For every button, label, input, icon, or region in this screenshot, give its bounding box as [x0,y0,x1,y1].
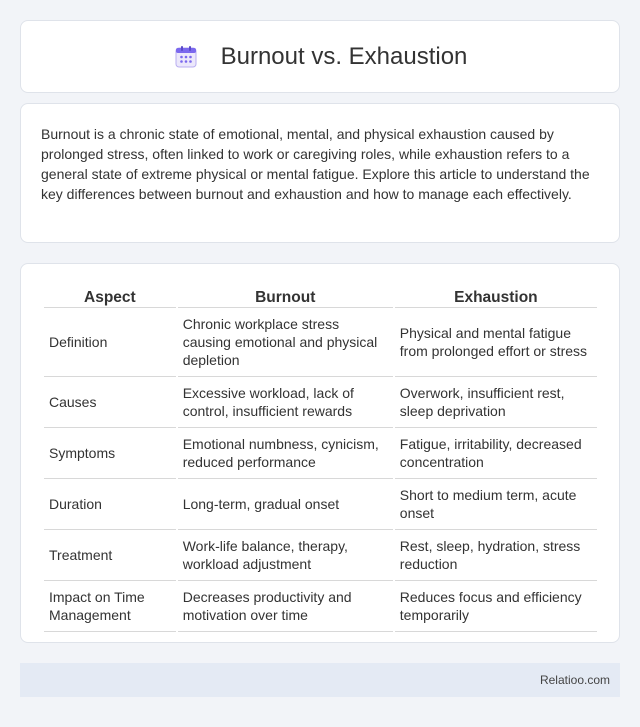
row-burnout: Excessive workload, lack of control, insufficient rewards [178,377,393,428]
row-burnout: Emotional numbness, cynicism, reduced performance [178,428,393,479]
intro-card [20,103,620,243]
row-exhaustion: Short to medium term, acute onset [395,479,597,530]
title-card [20,20,620,93]
row-burnout: Work-life balance, therapy, workload adjustment [178,530,393,581]
table-row [44,308,597,377]
table-row [44,428,597,479]
table-header-row [44,284,597,308]
row-burnout: Long-term, gradual onset [178,479,393,530]
comparison-table [42,284,599,632]
table-row [44,581,597,632]
row-exhaustion: Rest, sleep, hydration, stress reduction [395,530,597,581]
table-row [44,479,597,530]
row-aspect: Causes [44,377,176,428]
header-exhaustion: Exhaustion [395,284,597,308]
row-exhaustion: Reduces focus and efficiency temporarily [395,581,597,632]
row-aspect: Impact on Time Management [44,581,176,632]
row-exhaustion: Overwork, insufficient rest, sleep deprivation [395,377,597,428]
page-title: Burnout vs. Exhaustion [220,42,468,70]
intro-paragraph: Burnout is a chronic state of emotional, mental, and physical exhaustion caused by prolonged stress, often linked to work or caregiving roles, while exhaustion refers to a general state of extreme physical or mental fatigue. Explore this article to understand the key differences between burnout and exhaustion and how to manage each effectively. [41,126,590,202]
header-burnout: Burnout [178,284,393,308]
row-aspect: Symptoms [44,428,176,479]
footer-site-name: Relatioo.com [539,673,610,687]
table-row [44,377,597,428]
row-burnout: Chronic workplace stress causing emotional and physical depletion [178,308,393,377]
calendar-icon [173,44,199,70]
row-exhaustion: Physical and mental fatigue from prolonged effort or stress [395,308,597,377]
table-row [44,530,597,581]
row-aspect: Definition [44,308,176,377]
footer [20,663,620,697]
comparison-table-card [20,263,620,643]
header-aspect: Aspect [44,284,176,308]
row-burnout: Decreases productivity and motivation over time [178,581,393,632]
row-aspect: Duration [44,479,176,530]
row-exhaustion: Fatigue, irritability, decreased concentration [395,428,597,479]
row-aspect: Treatment [44,530,176,581]
